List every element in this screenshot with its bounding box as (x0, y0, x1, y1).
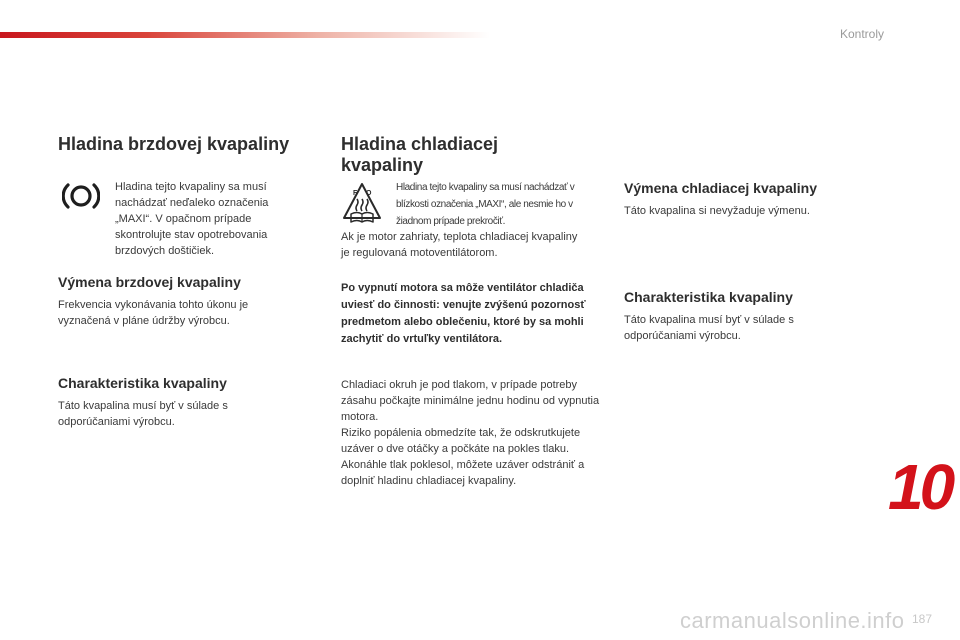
coolant-icon-text: Hladina tejto kvapaliny sa musí nachádzať v blízkosti označenia „MAXI“, ale nesmie ho v žiadnom prípade prekročiť. (396, 182, 575, 227)
brake-spec-text: Táto kvapalina musí byť v súlade s odporúčaniami výrobcu. (58, 400, 228, 428)
brake-warning-icon (62, 181, 100, 216)
page-number: 187 (911, 612, 932, 626)
svg-text:F: F (353, 190, 358, 197)
coolant-spec-title: Charakteristika kvapaliny (624, 289, 793, 305)
coolant-hot-text: Ak je motor zahriaty, teplota chladiacej kvapaliny je regulovaná motoventilátorom. (341, 231, 578, 259)
hot-coolant-warning-icon (342, 182, 382, 229)
coolant-pressure-text-1: Chladiaci okruh je pod tlakom, v prípade potreby zásahu počkajte minimálne jednu hodinu od vypnutia motora. (341, 379, 600, 423)
watermark: carmanualsonline.info (680, 608, 905, 633)
section-header: Kontroly (839, 27, 884, 41)
coolant-replace-title: Výmena chladiacej kvapaliny (624, 180, 817, 196)
chapter-number: 10 (888, 451, 952, 523)
brake-fluid-title: Hladina brzdovej kvapaliny (58, 134, 290, 154)
coolant-spec-text: Táto kvapalina musí byť v súlade s odporúčaniami výrobcu. (624, 314, 794, 342)
coolant-pressure-text-2: Riziko popálenia obmedzíte tak, že odskrutkujete uzáver o dve otáčky a počkáte na pokles tlaku. Akonáhle tlak poklesol, môžete uzáver odstrániť a doplniť hladinu chladiacej kvapaliny. (341, 427, 585, 487)
svg-text:O: O (366, 190, 372, 197)
brake-spec-title: Charakteristika kvapaliny (58, 375, 227, 391)
brake-replace-title: Výmena brzdovej kvapaliny (58, 274, 241, 290)
coolant-title: Hladina chladiacej kvapaliny (341, 134, 499, 175)
brake-replace-text: Frekvencia vykonávania tohto úkonu je vyznačená v pláne údržby výrobcu. (58, 299, 249, 327)
brake-icon-text: Hladina tejto kvapaliny sa musí nachádzať neďaleko označenia „MAXI“. V opačnom prípade skontrolujte stav opotrebovania brzdových doštičiek. (115, 181, 269, 257)
coolant-replace-text: Táto kvapalina si nevyžaduje výmenu. (624, 205, 810, 217)
top-accent-bar (0, 32, 490, 38)
coolant-warning-text: Po vypnutí motora sa môže ventilátor chladiča uviesť do činnosti: venujte zvýšenú pozornosť predmetom alebo oblečeniu, ktoré by sa mohli zachytiť do vrtuľky ventilátora. (341, 282, 586, 345)
